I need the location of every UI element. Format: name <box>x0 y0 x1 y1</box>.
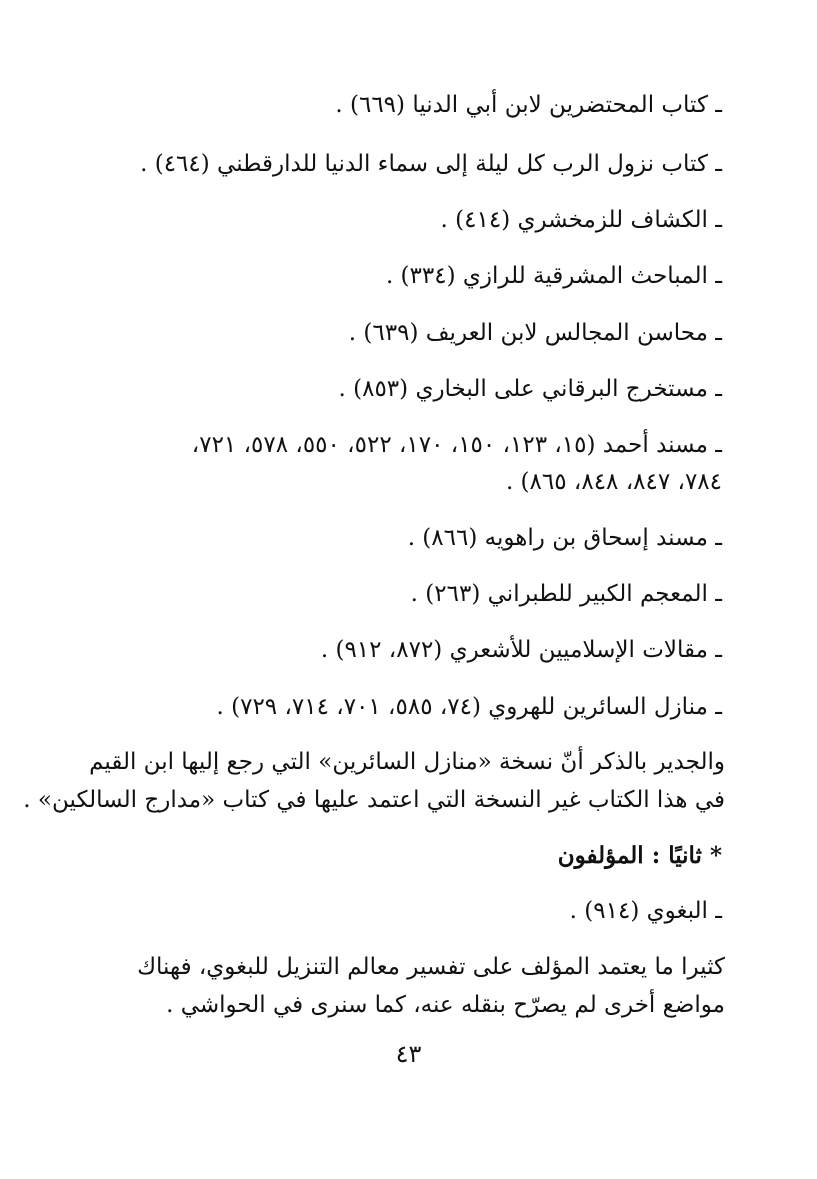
source-entry: ـ كتاب المحتضرين لابن أبي الدنيا (٦٦٩) . <box>335 92 722 118</box>
section-heading: * ثانيًا : المؤلفون <box>557 842 722 869</box>
source-entry: ـ مقالات الإسلاميين للأشعري (٨٧٢، ٩١٢) . <box>320 637 722 663</box>
closing-paragraph-line-2: مواضع أخرى لم يصرّح بنقله عنه، كما سنرى في الحواشي . <box>166 992 725 1018</box>
source-entry: ـ مسند إسحاق بن راهويه (٨٦٦) . <box>407 525 722 551</box>
source-entry: ـ الكشاف للزمخشري (٤١٤) . <box>440 207 722 233</box>
source-entry: ـ مستخرج البرقاني على البخاري (٨٥٣) . <box>338 376 722 402</box>
author-entry: ـ البغوي (٩١٤) . <box>569 898 722 924</box>
closing-paragraph-line-1: كثيرا ما يعتمد المؤلف على تفسير معالم التنزيل للبغوي، فهناك <box>137 954 725 980</box>
musnad-ahmad-line-2: ٧٨٤، ٨٤٧، ٨٤٨، ٨٦٥) . <box>505 469 722 495</box>
page-number: ٤٣ <box>395 1040 422 1068</box>
source-entry: ـ منازل السائرين للهروي (٧٤، ٥٨٥، ٧٠١، ٧١٤، ٧٢٩) . <box>216 694 722 720</box>
note-paragraph-line-1: والجدير بالذكر أنّ نسخة «منازل السائرين» التي رجع إليها ابن القيم <box>89 749 725 775</box>
note-paragraph-line-2: في هذا الكتاب غير النسخة التي اعتمد عليها في كتاب «مدارج السالكين» . <box>23 787 725 813</box>
musnad-ahmad-line-1: ـ مسند أحمد (١٥، ١٢٣، ١٥٠، ١٧٠، ٥٢٢، ٥٥٠، ٥٧٨، ٧٢١، <box>191 432 722 458</box>
source-entry: ـ محاسن المجالس لابن العريف (٦٣٩) . <box>348 320 722 346</box>
source-entry: ـ المعجم الكبير للطبراني (٢٦٣) . <box>410 581 722 607</box>
source-entry: ـ كتاب نزول الرب كل ليلة إلى سماء الدنيا للدارقطني (٤٦٤) . <box>140 151 722 177</box>
source-entry: ـ المباحث المشرقية للرازي (٣٣٤) . <box>385 263 722 289</box>
